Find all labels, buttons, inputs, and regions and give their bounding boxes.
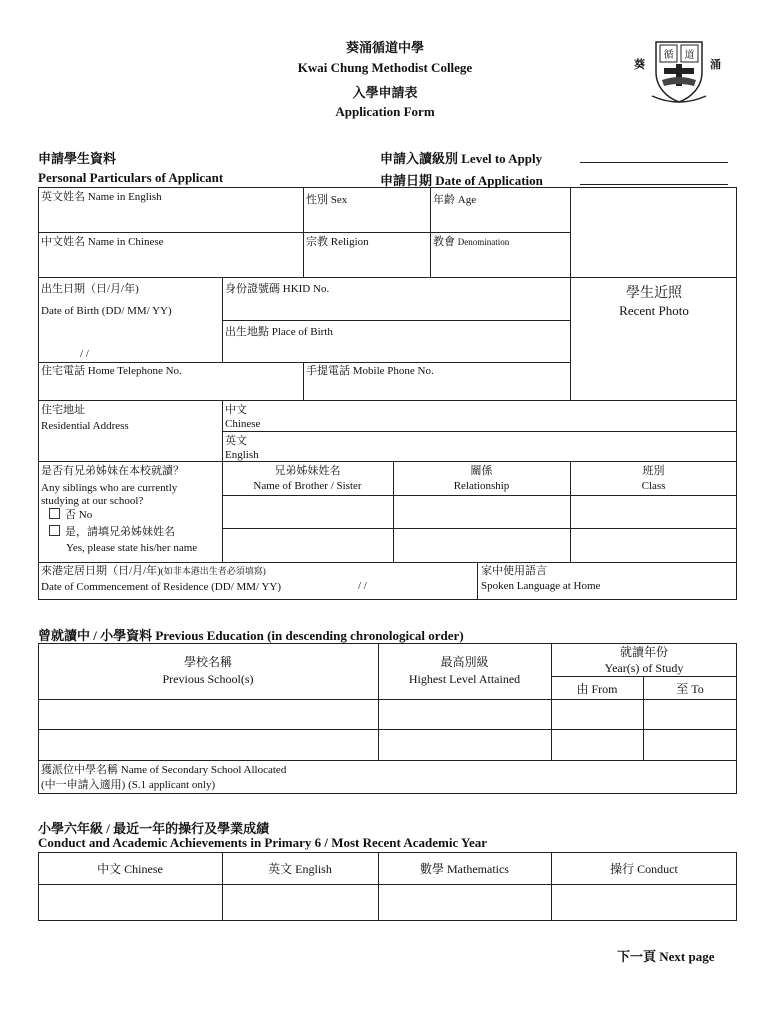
personal-heading-english: Personal Particulars of Applicant	[38, 170, 224, 185]
residence-label-english: Date of Commencement of Residence (DD/ MM/ YY)	[41, 581, 282, 593]
no-checkbox[interactable]	[49, 508, 60, 519]
mobile-phone-field[interactable]: 手提電話 Mobile Phone No.	[306, 365, 434, 377]
level-to-apply-label: 申請入讀級別 Level to Apply	[380, 151, 543, 166]
years-of-study-header: 就讀年份 Year(s) of Study	[604, 645, 684, 675]
conduct-heading-english: Conduct and Academic Achievements in Primary 6 / Most Recent Academic Year	[38, 835, 488, 850]
form-title-english: Application Form	[335, 104, 435, 119]
math-grade-field[interactable]	[379, 885, 550, 920]
school-name-english: Kwai Chung Methodist College	[297, 60, 473, 75]
photo-label-chinese: 學生近照	[626, 286, 682, 301]
dob-label-english: Date of Birth (DD/ MM/ YY)	[41, 305, 172, 317]
denomination-field[interactable]: 教會 Denomination	[433, 236, 510, 248]
school-name-chinese: 葵涌循道中學	[345, 40, 424, 55]
spoken-language-field[interactable]: Spoken Language at Home	[481, 580, 601, 592]
personal-heading-chinese: 申請學生資料	[38, 151, 117, 166]
school-crest-logo: 葵 涌 循 道	[630, 38, 730, 106]
residence-label-chinese: 來港定居日期（日/月/年)(如非本港出生者必須填寫)	[41, 565, 266, 577]
home-telephone-field[interactable]: 住宅電話 Home Telephone No.	[41, 365, 182, 377]
address-label-chinese: 住宅地址	[41, 404, 85, 416]
class-header: 班別 Class	[641, 465, 666, 492]
svg-text:循: 循	[663, 50, 674, 61]
allocated-school-note: (中一申請入適用) (S.1 applicant only)	[41, 779, 216, 791]
option-no[interactable]: 否 No	[49, 508, 92, 522]
photo-label-english: Recent Photo	[619, 303, 689, 318]
address-chinese-field[interactable]: 中文 Chinese	[225, 404, 261, 430]
date-of-application-line[interactable]	[580, 184, 728, 185]
place-of-birth-field[interactable]: 出生地點 Place of Birth	[225, 326, 333, 338]
religion-field[interactable]: 宗教 Religion	[306, 236, 369, 248]
address-english-field[interactable]: 英文 English	[225, 435, 259, 461]
highest-level-header: 最高別級 Highest Level Attained	[408, 655, 521, 686]
sibling-name-header: 兄弟姊妹姓名 Name of Brother / Sister	[253, 465, 362, 492]
svg-text:道: 道	[684, 50, 695, 61]
siblings-question-chinese: 是否有兄弟姊妹在本校就讀？	[41, 465, 184, 477]
conduct-grade-field[interactable]	[552, 885, 736, 920]
next-page-link[interactable]: 下一頁 Next page	[617, 949, 715, 964]
siblings-question-english-2: studying at our school?	[41, 495, 144, 507]
sex-field[interactable]: 性別 Sex	[306, 194, 348, 206]
address-label-english: Residential Address	[41, 420, 129, 432]
option-yes[interactable]: 是，請填兄弟姊妹姓名	[49, 525, 175, 539]
option-yes-english: Yes, please state his/her name	[66, 542, 198, 554]
chinese-grade-field[interactable]	[39, 885, 221, 920]
age-field[interactable]: 年齡 Age	[433, 194, 477, 206]
dob-field[interactable]: / /	[80, 348, 89, 360]
education-row-2-school[interactable]	[39, 730, 377, 759]
hkid-field[interactable]: 身份證號碼 HKID No.	[225, 283, 330, 295]
english-header: 英文 English	[268, 862, 332, 876]
name-english-field[interactable]: 英文姓名 Name in English	[41, 191, 162, 203]
conduct-heading-chinese: 小學六年級 / 最近一年的操行及學業成績	[38, 821, 270, 836]
relationship-header: 關係 Relationship	[453, 465, 510, 492]
conduct-header: 操行 Conduct	[610, 862, 678, 876]
mathematics-header: 數學 Mathematics	[420, 862, 509, 876]
form-title-chinese: 入學申請表	[352, 85, 418, 100]
yes-checkbox[interactable]	[49, 525, 60, 536]
siblings-question-english-1: Any siblings who are currently	[41, 482, 178, 494]
date-of-application-label: 申請日期 Date of Application	[380, 173, 543, 188]
education-heading: 曾就讀中 / 小學資料 Previous Education (in descending chronological order)	[38, 628, 464, 643]
recent-photo-area[interactable]	[571, 188, 736, 399]
chinese-header: 中文 Chinese	[97, 862, 163, 876]
dob-label-chinese: 出生日期（日/月/年)	[41, 283, 139, 295]
allocated-school-label: 獲派位中學名稱 Name of Secondary School Allocated	[41, 764, 287, 776]
previous-school-header: 學校名稱 Previous School(s)	[162, 655, 254, 686]
level-to-apply-line[interactable]	[580, 162, 728, 163]
english-grade-field[interactable]	[223, 885, 377, 920]
from-header: 由 From	[576, 682, 618, 696]
name-chinese-field[interactable]: 中文姓名 Name in Chinese	[41, 236, 164, 248]
spoken-language-label-chinese: 家中使用語言	[481, 565, 547, 577]
residence-date-field[interactable]: / /	[358, 580, 367, 592]
to-header: 至 To	[676, 682, 704, 696]
education-row-1-school[interactable]	[39, 700, 377, 728]
